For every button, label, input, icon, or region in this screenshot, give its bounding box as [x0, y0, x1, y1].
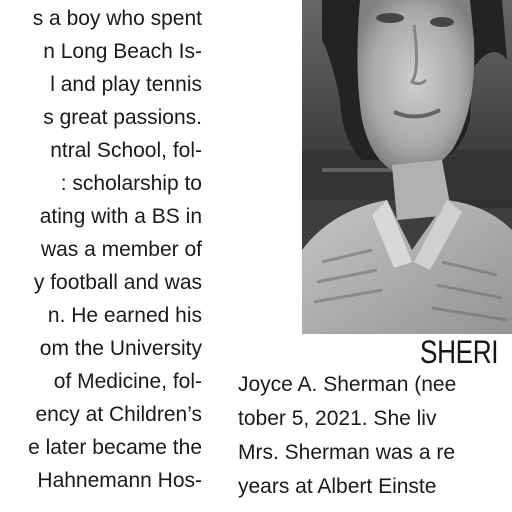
article-text-line: l and play tennis — [50, 73, 202, 96]
article-text-line: ency at Children’s — [35, 403, 202, 426]
obituary-text-line: tober 5, 2021. She liv — [238, 407, 437, 430]
article-text-line: n Long Beach Is- — [43, 40, 202, 63]
obituary-text-line: Joyce A. Sherman (nee — [238, 373, 457, 396]
article-text-line: ating with a BS in — [39, 205, 202, 228]
article-text-line: was a member of — [40, 238, 202, 261]
article-text-line: s a boy who spent — [32, 7, 202, 30]
article-text-line: e later became the — [28, 436, 202, 459]
article-text-line: Hahnemann Hos- — [37, 469, 202, 492]
article-column-left — [0, 0, 206, 512]
article-text-line: of Medicine, fol- — [53, 370, 202, 393]
obituary-column — [238, 0, 512, 512]
obituary-name-heading: SHERI — [420, 334, 499, 370]
obituary-text-line: Mrs. Sherman was a re — [238, 441, 456, 464]
obituary-text-line: years at Albert Einste — [238, 475, 437, 498]
article-text-line: om the University — [39, 337, 202, 360]
article-text-line: s great passions. — [43, 106, 202, 129]
article-text-line: ntral School, fol- — [50, 139, 202, 162]
article-text-line: : scholarship to — [60, 172, 202, 195]
article-text-line: n. He earned his — [47, 304, 202, 327]
article-text-line: y football and was — [33, 271, 202, 294]
